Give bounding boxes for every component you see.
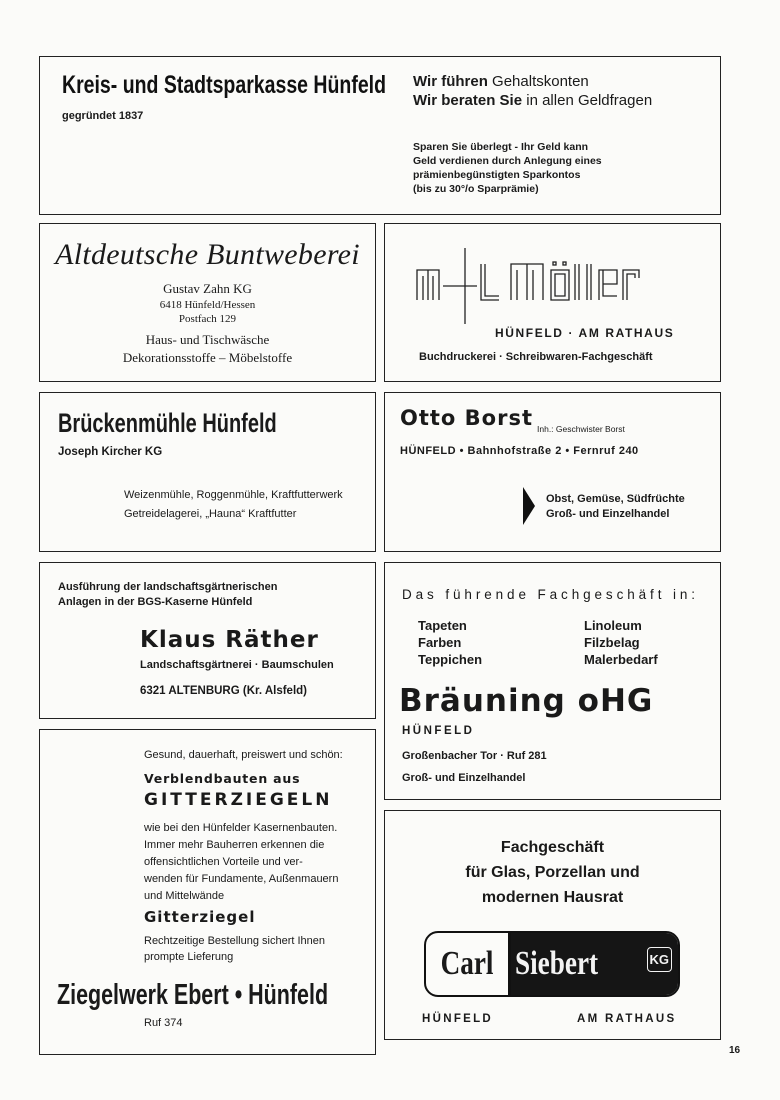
- ziegelwerk-body-line: Immer mehr Bauherren erkennen die: [144, 839, 325, 851]
- braeuning-name: Bräuning oHG: [399, 683, 654, 719]
- ziegelwerk-body-line: offensichtlichen Vorteile und ver-: [144, 856, 303, 868]
- sparkasse-body-line: prämienbegünstigten Sparkontos: [413, 169, 581, 181]
- buntweberei-products-2: Dekorationsstoffe – Möbelstoffe: [122, 350, 293, 365]
- braeuning-item: Filzbelag: [584, 635, 640, 650]
- logo-kg-text: KG: [647, 947, 673, 972]
- raether-business: Landschaftsgärtnerei · Baumschulen: [140, 659, 334, 671]
- triangle-arrow-icon: [523, 487, 535, 525]
- ziegelwerk-brand: Gitterziegel: [144, 908, 256, 926]
- buntweberei-postfach: Postfach 129: [178, 313, 237, 325]
- slogan-1-rest: Gehaltskonten: [487, 73, 589, 90]
- borst-address: HÜNFELD • Bahnhofstraße 2 • Fernruf 240: [400, 445, 639, 457]
- slogan-2-bold: Wir beraten Sie: [413, 92, 523, 109]
- ziegelwerk-product-2: GITTERZIEGELN: [144, 790, 333, 810]
- slogan-2-rest: in allen Geldfragen: [522, 92, 653, 109]
- siebert-logo: [424, 931, 680, 997]
- braeuning-item: Teppichen: [418, 652, 483, 667]
- siebert-line-3: modernen Hausrat: [481, 889, 624, 906]
- ad-siebert: [384, 810, 721, 1040]
- ad-sparkasse: [39, 56, 721, 215]
- siebert-city: HÜNFELD: [422, 1013, 494, 1025]
- moeller-business: Buchdruckerei · Schreibwaren-Fachgeschäft: [419, 351, 653, 363]
- borst-name: Otto Borst: [400, 406, 533, 430]
- ziegelwerk-name: Ziegelwerk Ebert • Hünfeld: [57, 979, 329, 1011]
- braeuning-trade: Groß- und Einzelhandel: [402, 772, 526, 784]
- ziegelwerk-body-line: wie bei den Hünfelder Kasernenbauten.: [144, 822, 338, 834]
- raether-address: 6321 ALTENBURG (Kr. Alsfeld): [140, 685, 307, 697]
- sparkasse-name: Kreis- und Stadtsparkasse Hünfeld: [62, 71, 387, 99]
- sparkasse-founded: gegründet 1837: [62, 110, 144, 122]
- ziegelwerk-body-line: wenden für Fundamente, Außenmauern: [144, 873, 339, 885]
- siebert-line-2: für Glas, Porzellan und: [465, 864, 640, 881]
- ziegelwerk-product-1: Verblendbauten aus: [144, 771, 301, 786]
- braeuning-item: Malerbedarf: [584, 652, 658, 667]
- brueckenmuehle-name: Brückenmühle Hünfeld: [58, 408, 277, 438]
- ziegelwerk-order-line: prompte Lieferung: [144, 951, 234, 963]
- moeller-location: HÜNFELD · AM RATHAUS: [495, 326, 675, 340]
- ad-buntweberei: [39, 223, 376, 382]
- ziegelwerk-intro: Gesund, dauerhaft, preiswert und schön:: [144, 749, 343, 761]
- buntweberei-name: Altdeutsche Buntweberei: [55, 238, 360, 271]
- braeuning-item: Tapeten: [418, 618, 467, 633]
- ad-braeuning: [384, 562, 721, 800]
- raether-name: Klaus Räther: [140, 627, 319, 653]
- ad-raether: [39, 562, 376, 719]
- sparkasse-body-line: (bis zu 30°/o Sparprämie): [413, 183, 539, 195]
- page-number: 16: [729, 1045, 741, 1056]
- brueckenmuehle-line-1: Weizenmühle, Roggenmühle, Kraftfutterwerk: [124, 489, 343, 501]
- ad-moeller: [384, 223, 721, 382]
- sparkasse-body-line: Sparen Sie überlegt - Ihr Geld kann: [413, 141, 589, 153]
- brueckenmuehle-owner: Joseph Kircher KG: [58, 446, 163, 458]
- buntweberei-company: Gustav Zahn KG: [163, 281, 252, 296]
- buntweberei-address: 6418 Hünfeld/Hessen: [159, 299, 256, 311]
- siebert-logo-siebert: [511, 933, 678, 995]
- borst-line-2: Groß- und Einzelhandel: [546, 508, 670, 520]
- borst-owner: Inh.: Geschwister Borst: [537, 424, 625, 434]
- braeuning-address: Großenbacher Tor · Ruf 281: [402, 750, 547, 762]
- sparkasse-body-line: Geld verdienen durch Anlegung eines: [413, 155, 602, 167]
- logo-siebert-text: Siebert: [515, 945, 599, 982]
- raether-intro-1: Ausführung der landschaftsgärtnerischen: [58, 581, 278, 593]
- ziegelwerk-phone: Ruf 374: [144, 1017, 183, 1029]
- siebert-line-1: Fachgeschäft: [500, 839, 605, 856]
- borst-line-1: Obst, Gemüse, Südfrüchte: [546, 493, 685, 505]
- siebert-location: AM RATHAUS: [577, 1013, 677, 1025]
- moeller-logo: [415, 242, 655, 324]
- slogan-1-bold: Wir führen: [413, 73, 488, 90]
- sparkasse-slogan-1: [413, 73, 589, 90]
- ziegelwerk-body-line: und Mittelwände: [144, 890, 225, 902]
- ad-borst: [384, 392, 721, 552]
- raether-intro-2: Anlagen in der BGS-Kaserne Hünfeld: [58, 596, 253, 608]
- braeuning-item: Farben: [418, 635, 462, 650]
- buntweberei-products-1: Haus- und Tischwäsche: [145, 332, 270, 347]
- ad-brueckenmuehle: [39, 392, 376, 552]
- siebert-logo-carl: [426, 933, 511, 995]
- braeuning-item: Linoleum: [584, 618, 642, 633]
- ad-ziegelwerk: [39, 729, 376, 1055]
- sparkasse-slogan-2: [413, 92, 652, 109]
- braeuning-headline: Das führende Fachgeschäft in:: [402, 587, 699, 602]
- brueckenmuehle-line-2: Getreidelagerei, „Hauna“ Kraftfutter: [124, 508, 297, 520]
- ziegelwerk-order-line: Rechtzeitige Bestellung sichert Ihnen: [144, 935, 325, 947]
- logo-carl-text: Carl: [440, 945, 494, 982]
- braeuning-city: HÜNFELD: [402, 725, 475, 737]
